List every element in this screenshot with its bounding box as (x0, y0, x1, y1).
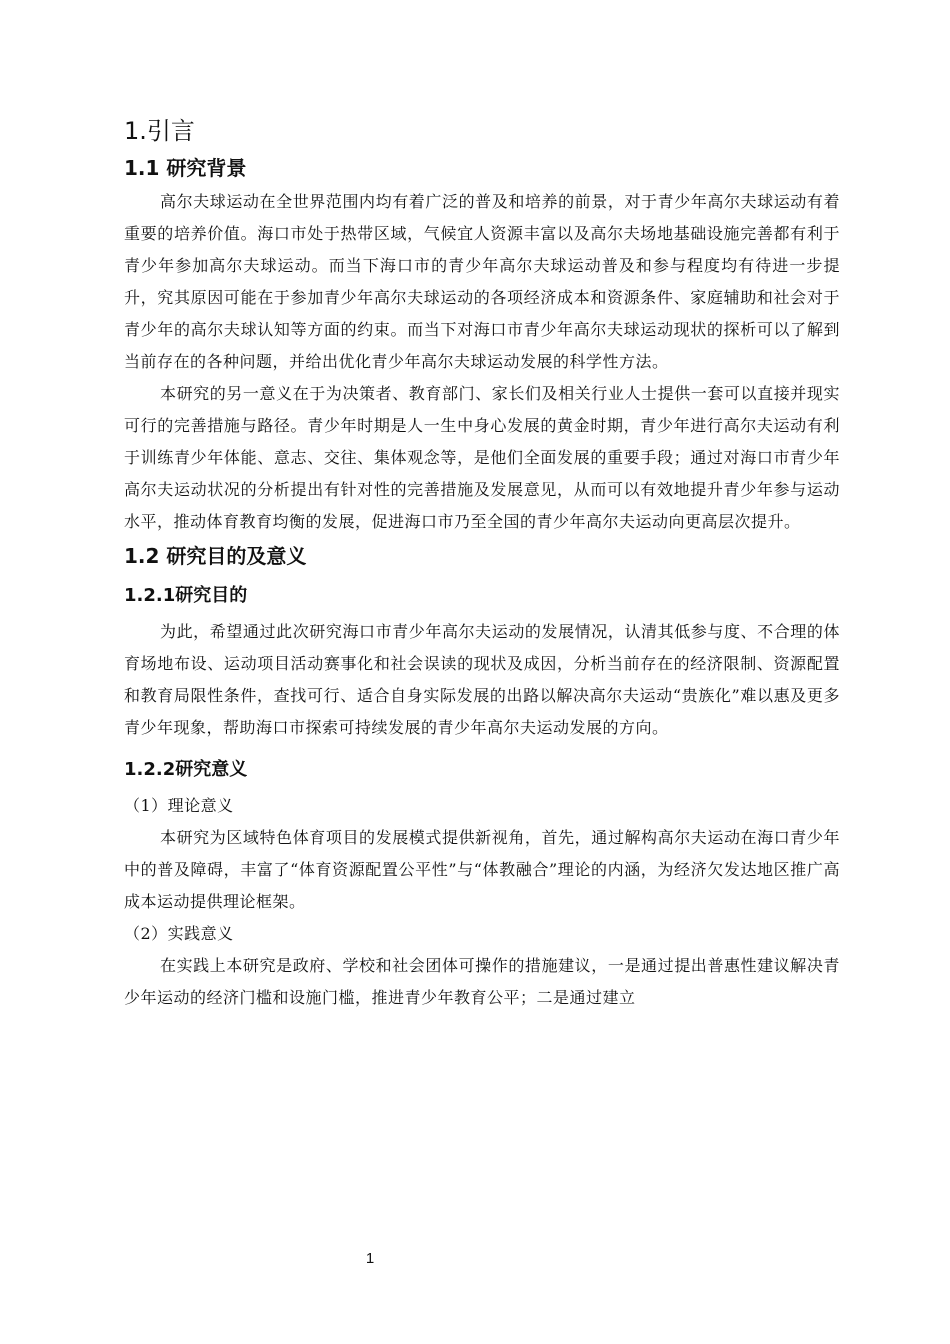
subsection-title-significance: 1.2.2研究意义 (124, 759, 248, 780)
paragraph-purpose: 为此，希望通过此次研究海口市青少年高尔夫运动的发展情况，认清其低参与度、不合理的体育场地布设、运动项目活动赛事化和社会误读的现状及成因，分析当前存在的经济限制、资源配置和教育局限性条件，查找可行、适合自身实际发展的出路以解决高尔夫运动“贵族化”难以惠及更多青少年现象，帮助海口市探索可持续发展的青少年高尔夫运动发展的方向。 (124, 622, 840, 737)
chapter-title: 1.引言 (124, 117, 195, 145)
paragraph-theory: 本研究为区域特色体育项目的发展模式提供新视角，首先，通过解构高尔夫运动在海口青少年中的普及障碍，丰富了“体育资源配置公平性”与“体教融合”理论的内涵，为经济欠发达地区推广高成本运动提供理论框架。 (124, 828, 840, 911)
page-content (124, 112, 840, 1014)
paragraph-background-2: 本研究的另一意义在于为决策者、教育部门、家长们及相关行业人士提供一套可以直接并现实可行的完善措施与路径。青少年时期是人一生中身心发展的黄金时期，青少年进行高尔夫运动有利于训练青少年体能、意志、交往、集体观念等，是他们全面发展的重要手段；通过对海口市青少年高尔夫运动状况的分析提出有针对性的完善措施及发展意见，从而可以有效地提升青少年参与运动水平，推动体育教育均衡的发展，促进海口市乃至全国的青少年高尔夫运动向更高层次提升。 (124, 384, 840, 531)
section-title-purpose-significance: 1.2 研究目的及意义 (124, 544, 307, 568)
subsection-title-purpose: 1.2.1研究目的 (124, 585, 248, 606)
section-title-background: 1.1 研究背景 (124, 156, 247, 180)
page-number: 1 (365, 1250, 375, 1267)
theory-label: （1）理论意义 (124, 796, 234, 815)
paragraph-background-1: 高尔夫球运动在全世界范围内均有着广泛的普及和培养的前景，对于青少年高尔夫球运动有着重要的培养价值。海口市处于热带区域，气候宜人资源丰富以及高尔夫场地基础设施完善都有利于青少年参加高尔夫球运动。而当下海口市的青少年高尔夫球运动普及和参与程度均有待进一步提升，究其原因可能在于参加青少年高尔夫球运动的各项经济成本和资源条件、家庭辅助和社会对于青少年的高尔夫球认知等方面的约束。而当下对海口市青少年高尔夫球运动现状的探析可以了解到当前存在的各种问题，并给出优化青少年高尔夫球运动发展的科学性方法。 (124, 192, 840, 371)
paragraph-practice: 在实践上本研究是政府、学校和社会团体可操作的措施建议，一是通过提出普惠性建议解决青少年运动的经济门槛和设施门槛，推进青少年教育公平；二是通过建立 (124, 956, 840, 1007)
practice-label: （2）实践意义 (124, 924, 234, 943)
